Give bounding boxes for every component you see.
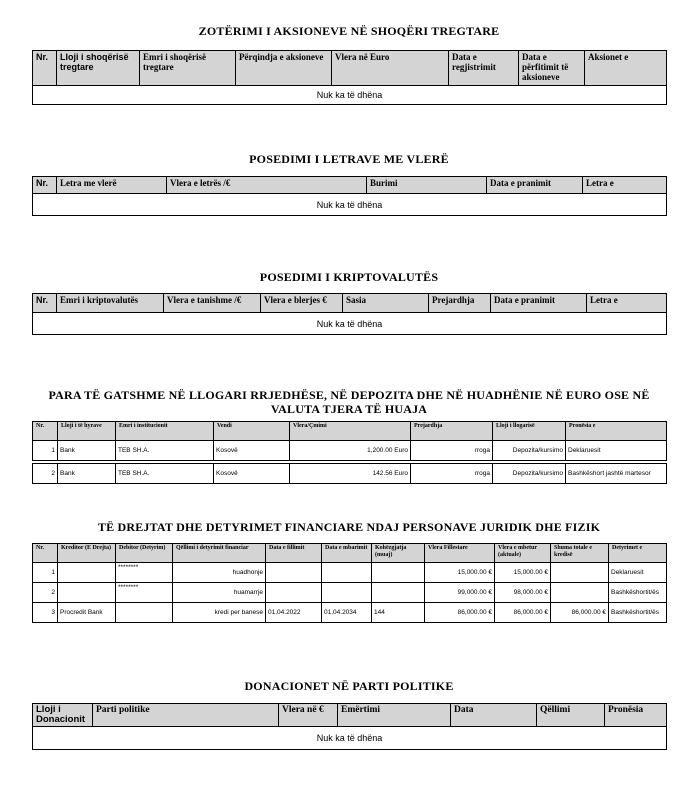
cell — [116, 603, 173, 623]
col-header: Vlera Fillestare — [425, 544, 495, 563]
col-header: Letra e — [587, 294, 667, 313]
cell — [266, 583, 322, 603]
cell: rroga — [411, 441, 493, 461]
cell-value — [551, 583, 609, 603]
col-header: Emri i kriptovalutës — [57, 294, 164, 313]
col-header: Nr. — [33, 177, 57, 194]
cell — [322, 563, 372, 583]
col-header: Vlera e blerjes € — [261, 294, 343, 313]
col-header: Data e mbarimit — [322, 544, 372, 563]
cell — [372, 583, 425, 603]
col-header: Parti politike — [93, 704, 279, 727]
cell: Kosovë — [214, 464, 290, 484]
table-header-row — [33, 51, 667, 86]
col-header: Përqindja e aksioneve — [236, 51, 332, 86]
col-header: Data e regjistrimit — [449, 51, 519, 86]
cell-nr: 2 — [33, 583, 58, 603]
obligations-table — [32, 543, 667, 623]
col-header: Debitor (Detyrim) — [116, 544, 173, 563]
cash-table — [32, 421, 667, 484]
col-header: Qëllimi — [537, 704, 605, 727]
cell-value: 86,000.00 € — [495, 603, 551, 623]
col-header: Vlera në € — [279, 704, 338, 727]
col-header: Data e përfitimit të aksioneve — [519, 51, 585, 86]
securities-table — [32, 176, 667, 216]
table-header-row — [33, 704, 667, 727]
section-title-shares: ZOTËRIMI I AKSIONEVE NË SHOQËRI TREGTARE — [198, 24, 500, 38]
col-header: Emri i shoqërisë tregtare — [140, 51, 236, 86]
shares-table — [32, 50, 667, 105]
table-row — [33, 563, 667, 583]
table-row — [33, 313, 667, 335]
cell: Deklaruesit — [566, 441, 667, 461]
section-title-donations: DONACIONET NË PARTI POLITIKE — [244, 679, 454, 693]
table-row — [33, 603, 667, 623]
cell: 01.04.2034 — [322, 603, 372, 623]
cell: Bank — [58, 464, 116, 484]
section-title-cash — [0, 388, 698, 416]
table-header-row — [33, 422, 667, 441]
cell: 01.04.2022 — [266, 603, 322, 623]
donations-table — [32, 703, 667, 750]
col-header: Lloji i llogarisë — [493, 422, 566, 441]
no-data-cell: Nuk ka të dhëna — [33, 313, 667, 335]
col-header: Qëllimi i detyrimit financiar — [173, 544, 266, 563]
col-header: Pronësia — [605, 704, 667, 727]
crypto-table — [32, 293, 667, 335]
table-row — [33, 727, 667, 750]
cell-value: 15,000.00 € — [425, 563, 495, 583]
no-data-cell: Nuk ka të dhëna — [33, 86, 667, 105]
cell: Bank — [58, 441, 116, 461]
cell: Depozita/kursimo — [493, 464, 566, 484]
cell: Kosovë — [214, 441, 290, 461]
cell: ******** — [116, 583, 173, 603]
cell-value: 1,200.00 Euro — [290, 441, 411, 461]
col-header: Letra e — [583, 177, 667, 194]
cell: Depozita/kursimo — [493, 441, 566, 461]
col-header: Emërtimi — [338, 704, 451, 727]
col-header: Prejardhja — [411, 422, 493, 441]
col-header: Nr. — [33, 544, 58, 563]
col-header: Lloji i të hyrave — [58, 422, 116, 441]
cell-nr: 1 — [33, 441, 58, 461]
col-header: Vlera në Euro — [332, 51, 449, 86]
col-header: Data e pranimit — [491, 294, 587, 313]
no-data-cell: Nuk ka të dhëna — [33, 727, 667, 750]
cell: TEB SH.A. — [116, 464, 214, 484]
cell — [322, 583, 372, 603]
col-header: Kohëzgjatja (muaj) — [372, 544, 425, 563]
cell — [372, 563, 425, 583]
col-header: Nr. — [33, 294, 57, 313]
cell — [58, 563, 116, 583]
table-row — [33, 194, 667, 216]
cell: TEB SH.A. — [116, 441, 214, 461]
section-title-line: PARA TË GATSHME NË LLOGARI RRJEDHËSE, NË DEPOZITA DHE NË HUADHËNIE NË EURO OSE NË — [48, 388, 650, 402]
section-title-securities: POSEDIMI I LETRAVE ME VLERË — [249, 152, 449, 166]
cell-nr: 3 — [33, 603, 58, 623]
cell-nr: 1 — [33, 563, 58, 583]
section-title-obligations: TË DREJTAT DHE DETYRIMET FINANCIARE NDAJ PERSONAVE JURIDIK DHE FIZIK — [97, 520, 601, 534]
cell-value: 86,000.00 € — [425, 603, 495, 623]
col-header: Vlera e letrës /€ — [167, 177, 367, 194]
col-header: Nr. — [33, 422, 58, 441]
col-header: Detyrimet e — [609, 544, 667, 563]
cell: huadhonje — [173, 563, 266, 583]
cell-value: 99,000.00 € — [425, 583, 495, 603]
col-header: Shuma totale e kredisë — [551, 544, 609, 563]
cell: Deklaruesit — [609, 563, 667, 583]
cell: ******** — [116, 563, 173, 583]
cell: Bashkëshortit/ës — [609, 583, 667, 603]
cell: Bashkëshort jashtë martesor — [566, 464, 667, 484]
col-header: Prejardhja — [429, 294, 491, 313]
table-header-row — [33, 177, 667, 194]
col-header: Data e fillimit — [266, 544, 322, 563]
cell-value: 86,000.00 € — [551, 603, 609, 623]
col-header: Data — [451, 704, 537, 727]
table-row — [33, 86, 667, 105]
cell — [266, 563, 322, 583]
cell-value: 142.56 Euro — [290, 464, 411, 484]
col-header: Kreditor (E Drejta) — [58, 544, 116, 563]
cell-value: 15,000.00 € — [495, 563, 551, 583]
table-row — [33, 441, 667, 461]
col-header: Emri i institucionit — [116, 422, 214, 441]
cell: kredi per banese — [173, 603, 266, 623]
col-header: Nr. — [33, 51, 57, 86]
col-header: Lloji i shoqërisë tregtare — [57, 51, 140, 86]
table-header-row — [33, 294, 667, 313]
col-header: Lloji i Donacionit — [33, 704, 93, 727]
table-header-row — [33, 544, 667, 563]
no-data-cell: Nuk ka të dhëna — [33, 194, 667, 216]
cell: 144 — [372, 603, 425, 623]
col-header: Pronësia e — [566, 422, 667, 441]
col-header: Aksionet e — [585, 51, 667, 86]
table-row — [33, 464, 667, 484]
col-header: Vlera e mbetur (aktuale) — [495, 544, 551, 563]
cell-value: 98,000.00 € — [495, 583, 551, 603]
cell: Procredit Bank — [58, 603, 116, 623]
col-header: Vlera e tanishme /€ — [164, 294, 261, 313]
cell-nr: 2 — [33, 464, 58, 484]
col-header: Data e pranimit — [487, 177, 583, 194]
table-row — [33, 583, 667, 603]
section-title-line: VALUTA TJERA TË HUAJA — [270, 402, 428, 416]
cell: Bashkëshortit/ës — [609, 603, 667, 623]
col-header: Sasia — [343, 294, 429, 313]
cell — [58, 583, 116, 603]
section-title-crypto: POSEDIMI I KRIPTOVALUTËS — [259, 270, 439, 284]
col-header: Burimi — [367, 177, 487, 194]
col-header: Letra me vlerë — [57, 177, 167, 194]
col-header: Vendi — [214, 422, 290, 441]
cell: huamarrje — [173, 583, 266, 603]
cell: rroga — [411, 464, 493, 484]
col-header: Vlera/Çmimi — [290, 422, 411, 441]
cell-value — [551, 563, 609, 583]
